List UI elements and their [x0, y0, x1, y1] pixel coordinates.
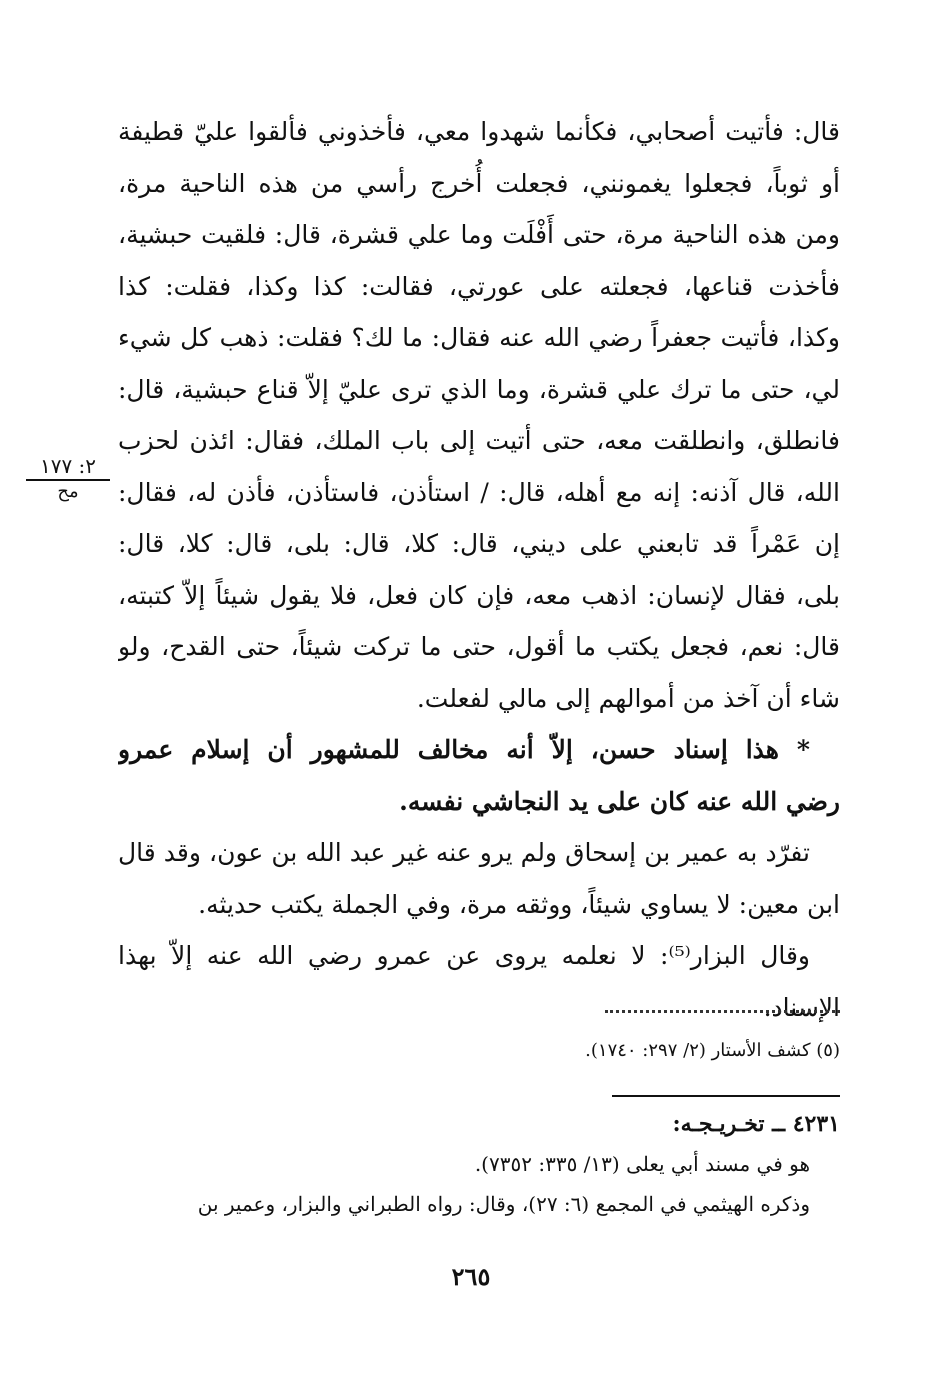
text-line: فأخذت قناعها، فجعلته على عورتي، فقالت: كذا وكذا، فقلت: كذا — [118, 271, 840, 301]
text-line: الله، قال آذنه: إنه مع أهله، قال: / استأذن، فاستأذن، فأذن له، فقال: — [118, 477, 840, 507]
text-line: قال: فأتيت أصحابي، فكأنما شهدوا معي، فأخذوني فألقوا عليّ قطيفة — [118, 117, 840, 146]
text-line: شاء أن آخذ من أموالهم إلى مالي لفعلت. — [416, 683, 840, 713]
footnote-divider — [605, 1010, 840, 1017]
takhrij-heading: ٤٢٣١ ــ تخـريـجـه: — [672, 1111, 840, 1137]
text-line: وكذا، فأتيت جعفراً رضي الله عنه فقال: ما لك؟ فقلت: ذهب كل شيء — [118, 323, 840, 352]
section-separator — [612, 1095, 840, 1097]
comment-line: * هذا إسناد حسن، إلاّ أنه مخالف للمشهور أن إسلام عمرو — [118, 735, 810, 764]
main-text — [118, 106, 840, 1033]
takhrij-section — [118, 1104, 840, 1224]
footnote: (٥) كشف الأستار (٢/ ٢٩٧: ١٧٤٠). — [585, 1040, 840, 1061]
margin-reference-number: ٢: ١٧٧ — [26, 455, 110, 481]
takhrij-line: هو في مسند أبي يعلى (١٣/ ٣٣٥: ٧٣٥٢). — [474, 1152, 810, 1176]
text-line: لي، حتى ما ترك علي قشرة، وما الذي ترى عليّ إلاّ قناع حبشية، قال: — [118, 374, 840, 404]
page-number: ٢٦٥ — [451, 1262, 491, 1291]
margin-reference-abbreviation: مح — [57, 481, 79, 502]
text-line: قال: نعم، فجعل يكتب ما أقول، حتى ما تركت شيئاً، حتى القدح، ولو — [118, 632, 840, 661]
text-line: فانطلق، وانطلقت معه، حتى أتيت إلى باب الملك، فقال: ائذن لحزب — [118, 426, 840, 455]
takhrij-line: وذكره الهيثمي في المجمع (٦: ٢٧)، وقال: رواه الطبراني والبزار، وعمير بن — [197, 1192, 810, 1216]
text-line: ومن هذه الناحية مرة، حتى أَفْلَت وما علي قشرة، قال: فلقيت حبشية، — [118, 220, 840, 249]
text-line: أو ثوباً، فجعلوا يغمونني، فجعلت أُخرج رأسي من هذه الناحية مرة، — [118, 168, 840, 198]
text-line: ابن معين: لا يساوي شيئاً، ووثقه مرة، وفي الجملة يكتب حديثه. — [198, 889, 840, 919]
text-line: إن عَمْراً قد تابعني على ديني، قال: كلا، قال: بلى، قال: كلا، قال: — [118, 529, 840, 558]
comment-line: رضي الله عنه كان على يد النجاشي نفسه. — [399, 786, 840, 816]
text-line: الإسناد. — [763, 992, 840, 1022]
text-line: وقال البزار⁽⁵⁾: لا نعلمه يروى عن عمرو رضي الله عنه إلاّ بهذا — [118, 941, 811, 970]
margin-reference — [26, 455, 110, 503]
text-line: بلى، فقال لإنسان: اذهب معه، فإن كان فعل، فلا يقول شيئاً إلاّ كتبته، — [118, 580, 840, 610]
text-line: تفرّد به عمير بن إسحاق ولم يرو عنه غير عبد الله بن عون، وقد قال — [118, 838, 810, 867]
